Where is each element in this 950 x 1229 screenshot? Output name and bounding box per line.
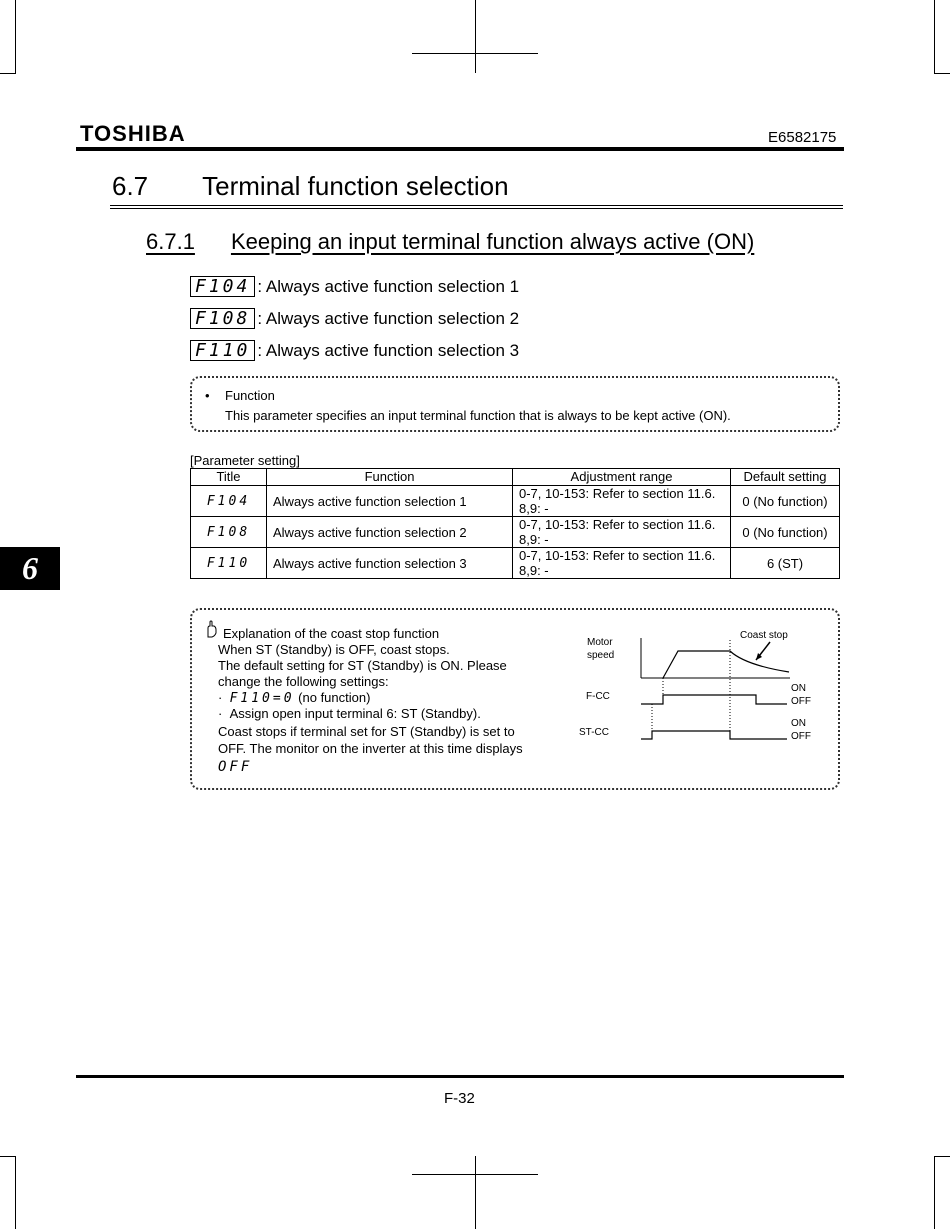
- table-header-row: [191, 469, 840, 486]
- subsection-heading: [146, 229, 754, 255]
- param-line: [190, 340, 519, 362]
- function-box: [190, 376, 840, 432]
- param-code: F104: [190, 276, 255, 297]
- subsection-title: Keeping an input terminal function always active (ON): [230, 229, 755, 254]
- param-line: [190, 276, 519, 298]
- range-line: 0-7, 10-153: Refer to section 11.6.: [519, 517, 716, 532]
- explanation-line: change the following settings:: [218, 674, 389, 689]
- param-label: : Always active function selection 1: [257, 277, 520, 296]
- crop-mark: [475, 0, 476, 73]
- on-label: ON: [791, 683, 806, 694]
- subsection-number: 6.7.1: [146, 229, 195, 254]
- chapter-tab: 6: [0, 547, 60, 590]
- page-number: F-32: [444, 1090, 475, 1107]
- range-line: 0-7, 10-153: Refer to section 11.6.: [519, 486, 716, 501]
- doc-code: E6582175: [768, 129, 837, 146]
- fcc-signal: [641, 695, 787, 704]
- section-rule: [110, 205, 843, 206]
- crop-mark: [934, 73, 950, 74]
- coast-stop-label: Coast stop: [740, 630, 788, 641]
- fcc-label: F-CC: [586, 691, 610, 702]
- crop-mark: [934, 1156, 950, 1157]
- section-number: 6.7: [112, 171, 149, 201]
- column-header: Function: [267, 469, 513, 486]
- cell-title: F104: [191, 486, 267, 517]
- explanation-title: Explanation of the coast stop function: [223, 626, 440, 641]
- setting-code: F110=0: [229, 691, 295, 706]
- range-line: 0-7, 10-153: Refer to section 11.6.: [519, 548, 716, 563]
- range-line: 8,9: -: [519, 532, 549, 547]
- stcc-signal: [641, 731, 787, 739]
- table-row: [191, 548, 840, 579]
- explanation-line: Coast stops if terminal set for ST (Standby) is set to: [218, 724, 515, 739]
- cell-title: F108: [191, 517, 267, 548]
- pointing-hand-icon: [204, 620, 218, 638]
- table-caption: [Parameter setting]: [190, 453, 300, 468]
- section-title: Terminal function selection: [202, 171, 509, 201]
- crop-mark: [15, 1156, 16, 1229]
- motor-speed-label: speed: [587, 650, 615, 661]
- cell-title: F110: [191, 548, 267, 579]
- bullet: •: [205, 388, 210, 403]
- motor-speed-label: Motor: [587, 637, 613, 648]
- table-row: [191, 517, 840, 548]
- timing-diagram: [570, 620, 830, 755]
- crop-mark: [412, 1174, 538, 1175]
- crop-mark: [475, 1156, 476, 1229]
- range-line: 8,9: -: [519, 501, 549, 516]
- section-heading: [112, 171, 509, 202]
- off-label: OFF: [791, 731, 811, 742]
- param-code: F108: [190, 308, 255, 329]
- cell-range: [513, 548, 731, 579]
- off-label: OFF: [791, 696, 811, 707]
- section-rule: [110, 208, 843, 209]
- speed-curve: [663, 651, 789, 678]
- range-line: 8,9: -: [519, 563, 549, 578]
- param-label: : Always active function selection 3: [257, 341, 520, 360]
- cell-function: Always active function selection 3: [267, 548, 513, 579]
- footer-rule: [76, 1075, 844, 1078]
- cell-range: [513, 517, 731, 548]
- crop-mark: [0, 73, 16, 74]
- function-title: Function: [225, 388, 275, 403]
- cell-function: Always active function selection 2: [267, 517, 513, 548]
- crop-mark: [0, 1156, 16, 1157]
- param-code: F110: [190, 340, 255, 361]
- crop-mark: [934, 1156, 935, 1229]
- explanation-line: The default setting for ST (Standby) is ON. Please: [218, 658, 507, 673]
- stcc-label: ST-CC: [579, 727, 609, 738]
- setting-text: (no function): [298, 690, 371, 705]
- cell-default: 6 (ST): [731, 548, 840, 579]
- function-text: This parameter specifies an input terminal function that is always to be kept active (ON).: [225, 408, 731, 423]
- crop-mark: [412, 53, 538, 54]
- monitor-display: OFF: [218, 759, 253, 775]
- table-row: [191, 486, 840, 517]
- cell-function: Always active function selection 1: [267, 486, 513, 517]
- column-header: Title: [191, 469, 267, 486]
- column-header: Default setting: [731, 469, 840, 486]
- explanation-bullet: · F110=0 (no function): [218, 690, 371, 706]
- parameter-table: [190, 468, 840, 579]
- column-header: Adjustment range: [513, 469, 731, 486]
- cell-default: 0 (No function): [731, 486, 840, 517]
- explanation-line: OFF. The monitor on the inverter at this time displays: [218, 741, 523, 756]
- cell-range: [513, 486, 731, 517]
- cell-default: 0 (No function): [731, 517, 840, 548]
- crop-mark: [934, 0, 935, 73]
- brand-logo: TOSHIBA: [80, 121, 186, 146]
- on-label: ON: [791, 718, 806, 729]
- explanation-line: When ST (Standby) is OFF, coast stops.: [218, 642, 450, 657]
- setting-text: Assign open input terminal 6: ST (Standby).: [229, 706, 481, 721]
- crop-mark: [15, 0, 16, 73]
- explanation-bullet: · Assign open input terminal 6: ST (Standby).: [218, 706, 481, 721]
- param-line: [190, 308, 519, 330]
- header-rule: [76, 147, 844, 151]
- param-label: : Always active function selection 2: [257, 309, 520, 328]
